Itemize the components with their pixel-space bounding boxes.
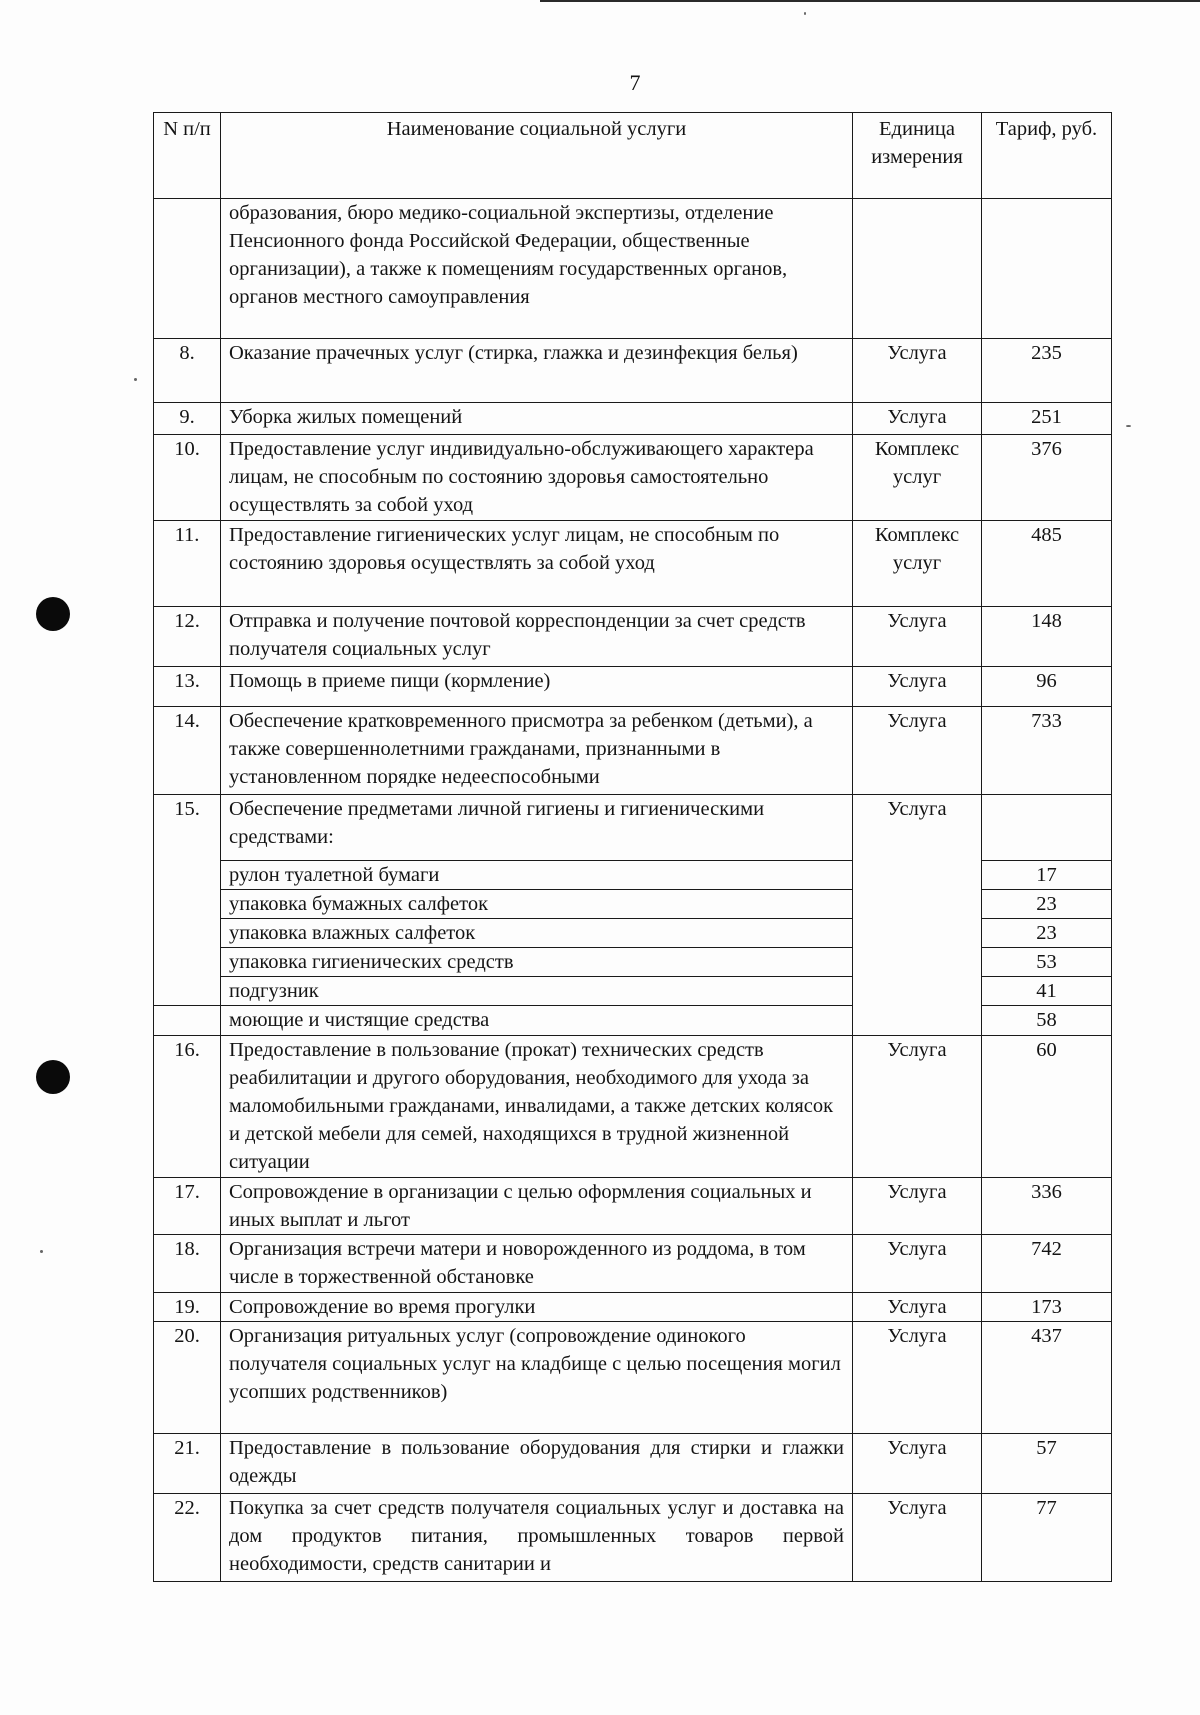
row-number: 15. [154, 795, 221, 1006]
row-tariff: 57 [982, 1434, 1112, 1494]
table-header-row [154, 113, 1112, 199]
table-row [154, 707, 1112, 795]
row-unit: Услуга [853, 403, 982, 435]
row-unit: Услуга [853, 1494, 982, 1582]
table-row [154, 435, 1112, 521]
row-tariff: 77 [982, 1494, 1112, 1582]
sub-item-tariff: 41 [982, 977, 1112, 1006]
row-number: 10. [154, 435, 221, 521]
sub-item-tariff: 23 [982, 919, 1112, 948]
row-tariff: 235 [982, 339, 1112, 403]
table-row [154, 795, 1112, 861]
row-unit: Комплекс услуг [853, 521, 982, 607]
header-unit: Единица измерения [853, 113, 982, 199]
sub-item-name: упаковка гигиенических средств [221, 948, 853, 977]
sub-item-name: подгузник [221, 977, 853, 1006]
sub-item-name: рулон туалетной бумаги [221, 861, 853, 890]
row-unit: Комплекс услуг [853, 435, 982, 521]
row-service-name: Предоставление в пользование оборудования для стирки и глажки одежды [221, 1434, 853, 1494]
table-row [154, 1235, 1112, 1293]
table-row [154, 339, 1112, 403]
row-service-name: Сопровождение в организации с целью оформления социальных и иных выплат и льгот [221, 1178, 853, 1235]
sub-item-tariff: 58 [982, 1006, 1112, 1036]
row-number: 11. [154, 521, 221, 607]
row-number: 20. [154, 1322, 221, 1434]
row-tariff: 96 [982, 667, 1112, 707]
table-row [154, 1293, 1112, 1322]
table-row [154, 607, 1112, 667]
row-number: 19. [154, 1293, 221, 1322]
row-service-name: Обеспечение кратковременного присмотра за ребенком (детьми), а также совершеннолетними гражданами, признанными в установленном порядке недееспособными [221, 707, 853, 795]
row-unit: Услуга [853, 1434, 982, 1494]
row-service-name: Сопровождение во время прогулки [221, 1293, 853, 1322]
row-service-name: Предоставление в пользование (прокат) технических средств реабилитации и другого оборудования, необходимого для ухода за маломобильными гражданами, инвалидами, а также детских колясок и детской мебели для семей, находящихся в трудной жизненной ситуации [221, 1036, 853, 1178]
row-number: 13. [154, 667, 221, 707]
row-number: 16. [154, 1036, 221, 1178]
row-unit [853, 199, 982, 339]
sub-item-tariff: 23 [982, 890, 1112, 919]
row-service-name: Предоставление гигиенических услуг лицам, не способным по состоянию здоровья осуществлять за собой уход [221, 521, 853, 607]
row-tariff: 336 [982, 1178, 1112, 1235]
row-tariff: 251 [982, 403, 1112, 435]
row-number: 14. [154, 707, 221, 795]
row-unit: Услуга [853, 1293, 982, 1322]
services-table [153, 112, 1112, 1582]
row-service-name: Уборка жилых помещений [221, 403, 853, 435]
row-service-name: Покупка за счет средств получателя социальных услуг и доставка на дом продуктов питания, промышленных товаров первой необходимости, средств санитарии и [221, 1494, 853, 1582]
scan-speck [1126, 425, 1131, 427]
table-row [154, 667, 1112, 707]
row-number [154, 1006, 221, 1036]
row-unit: Услуга [853, 1178, 982, 1235]
scan-speck [804, 12, 806, 15]
header-service-name: Наименование социальной услуги [221, 113, 853, 199]
table-row [154, 1322, 1112, 1434]
row-tariff [982, 795, 1112, 861]
row-unit: Услуга [853, 795, 982, 1036]
scan-speck [134, 378, 137, 381]
row-number [154, 199, 221, 339]
row-number: 22. [154, 1494, 221, 1582]
header-tariff: Тариф, руб. [982, 113, 1112, 199]
row-unit: Услуга [853, 707, 982, 795]
table-row [154, 1036, 1112, 1178]
row-unit: Услуга [853, 667, 982, 707]
row-tariff: 173 [982, 1293, 1112, 1322]
punch-hole [36, 1060, 70, 1094]
scan-edge-line [540, 0, 1200, 2]
sub-item-name: упаковка бумажных салфеток [221, 890, 853, 919]
row-tariff: 148 [982, 607, 1112, 667]
row-number: 17. [154, 1178, 221, 1235]
row-tariff: 60 [982, 1036, 1112, 1178]
table-row [154, 199, 1112, 339]
row-tariff: 733 [982, 707, 1112, 795]
row-service-name: Обеспечение предметами личной гигиены и гигиеническими средствами: [221, 795, 853, 861]
table-row [154, 521, 1112, 607]
sub-item-name: моющие и чистящие средства [221, 1006, 853, 1036]
header-number: N п/п [154, 113, 221, 199]
row-unit: Услуга [853, 1036, 982, 1178]
continued-service-name: образования, бюро медико-социальной экспертизы, отделение Пенсионного фонда Российской Федерации, общественные организации), а также к помещениям государственных органов, органов местного самоуправления [221, 199, 853, 339]
sub-item-tariff: 17 [982, 861, 1112, 890]
row-unit: Услуга [853, 1322, 982, 1434]
row-number: 18. [154, 1235, 221, 1293]
table-row [154, 1494, 1112, 1582]
row-tariff: 376 [982, 435, 1112, 521]
row-tariff: 742 [982, 1235, 1112, 1293]
punch-hole [36, 597, 70, 631]
row-number: 9. [154, 403, 221, 435]
row-number: 12. [154, 607, 221, 667]
scan-speck [40, 1250, 43, 1253]
row-service-name: Организация встречи матери и новорожденного из роддома, в том числе в торжественной обстановке [221, 1235, 853, 1293]
sub-item-tariff: 53 [982, 948, 1112, 977]
row-tariff [982, 199, 1112, 339]
row-service-name: Предоставление услуг индивидуально-обслуживающего характера лицам, не способным по состоянию здоровья самостоятельно осуществлять за собой уход [221, 435, 853, 521]
table-row [154, 1178, 1112, 1235]
row-service-name: Оказание прачечных услуг (стирка, глажка и дезинфекция белья) [221, 339, 853, 403]
table-row [154, 1434, 1112, 1494]
page-number: 7 [629, 70, 641, 95]
row-service-name: Помощь в приеме пищи (кормление) [221, 667, 853, 707]
row-tariff: 485 [982, 521, 1112, 607]
sub-item-name: упаковка влажных салфеток [221, 919, 853, 948]
row-service-name: Отправка и получение почтовой корреспонденции за счет средств получателя социальных услуг [221, 607, 853, 667]
row-unit: Услуга [853, 339, 982, 403]
row-unit: Услуга [853, 1235, 982, 1293]
row-number: 21. [154, 1434, 221, 1494]
row-tariff: 437 [982, 1322, 1112, 1434]
row-service-name: Организация ритуальных услуг (сопровождение одинокого получателя социальных услуг на кладбище с целью посещения могил усопших родственников) [221, 1322, 853, 1434]
row-unit: Услуга [853, 607, 982, 667]
row-number: 8. [154, 339, 221, 403]
table-row [154, 403, 1112, 435]
